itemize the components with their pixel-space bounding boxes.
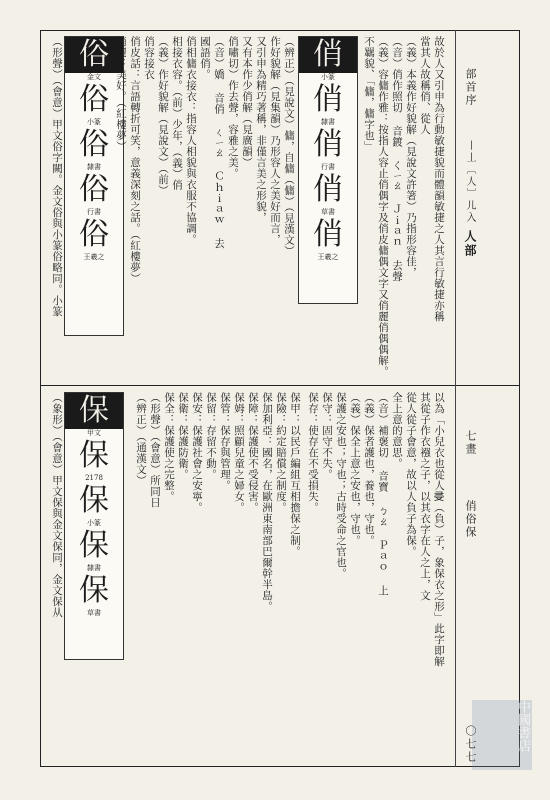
text-column: （形聲）（會意）甲文俗字闕。金文俗與小篆俗略同。小篆 (51, 36, 63, 317)
header-category: 人部 (463, 230, 477, 258)
glyph-header: 保 (65, 393, 123, 429)
text-column: 保留：存留不動。 (205, 392, 217, 480)
text-column: 又引申為精巧著稱，非僅言美之形貌， (255, 36, 267, 223)
text-column: 保守：固守不失。 (321, 392, 333, 480)
text-column: 保存：使存在不受損失。 (307, 392, 319, 513)
text-column: 保甲：以民戶編組互相擔保之制。 (289, 392, 301, 557)
glyph-label: 行書 (87, 208, 101, 216)
glyph-label: 王羲之 (317, 253, 339, 261)
glyph-panel-qiao (298, 36, 358, 304)
text-column: 保衛：保護防衛。 (177, 392, 189, 480)
glyph-header: 俏 (299, 37, 357, 73)
text-column: 又有本作少俏解（見廣韻） (241, 36, 253, 168)
glyph-form: 保 (79, 573, 109, 608)
glyph-form: 保 (79, 438, 109, 473)
text-column: 俏相傭衣接衣：指容人相貌與衣服不協調。 (185, 36, 197, 245)
horizontal-divider (40, 385, 520, 386)
text-column: 以為「小兒衣也從人𠬶（負）子，象保衣之形」此字即解 (433, 392, 445, 667)
text-column: 相接衣容。（前）少年，（義）俏 (171, 36, 183, 191)
glyph-label: 行書 (321, 163, 335, 171)
glyph-form: 俏 (313, 82, 343, 117)
text-column: 俏皮話：言語轉折可笑，意義深刻之話。（紅樓夢） (129, 36, 141, 284)
text-column: 不羈貌、「傭，傭字也」 (363, 36, 375, 152)
glyph-label: 甲文 (87, 429, 101, 437)
text-column: 國語俏。 (199, 36, 211, 80)
header-radical: 丨丄〔人〕儿入 (464, 140, 475, 224)
text-column: （音）俏作照切 音鍍 くㄧㄠ Ｊｉａｎ 去聲 (391, 36, 403, 282)
glyph-label: 金文 (87, 73, 101, 81)
glyph-form: 俗 (79, 172, 109, 207)
text-column: 從人從子會意，故以人負子為保。 (405, 392, 417, 557)
glyph-form: 保 (79, 528, 109, 563)
publisher-watermark: 中國書店 (472, 700, 532, 770)
glyph-label: 小篆 (321, 73, 335, 81)
text-column: （義）容傭作雅：按指人容止俏偶字及俏皮傭偶文字又俏麗俏偶偶解。 (377, 36, 389, 377)
text-column: 俏麗：美好。（紅樓夢） (115, 36, 127, 152)
text-column: （義）保全上意之安也，守也。 (349, 392, 361, 546)
glyph-label: 草書 (321, 208, 335, 216)
text-column: 保護之安也；守也；古時受命之官也。 (335, 392, 347, 579)
text-column: 當其人故稱俏、從人 (419, 36, 431, 135)
glyph-label: 小篆 (87, 519, 101, 527)
glyph-header: 俗 (65, 37, 123, 73)
text-column: 保障：保護使不受侵害。 (247, 392, 259, 513)
glyph-label: 隸書 (87, 163, 101, 171)
glyph-code: 2178 (85, 474, 103, 482)
header-section: 部首序 (464, 68, 477, 107)
glyph-form: 俏 (313, 127, 343, 162)
header-chars: 俏俗保 (464, 500, 477, 539)
text-column: （義）本義作好貌解（見說文許箸）乃指形容佳， (405, 36, 417, 278)
text-column: 保姆：照顧兒童之婦女。 (233, 392, 245, 513)
header-strokes: 七畫 (464, 430, 477, 456)
text-column: 保加利亞：國名，在歐洲東南部巴爾幹半島。 (261, 392, 273, 612)
text-column: （辨正）（通漢文） (135, 392, 147, 486)
text-column: 全上意的意思。 (391, 392, 403, 469)
glyph-label: 小篆 (87, 118, 101, 126)
text-column: 作好貌解（見集韻）乃形容人之美好而言， (269, 36, 281, 245)
glyph-panel-bao (64, 392, 124, 660)
glyph-form: 俏 (313, 172, 343, 207)
text-column: （辨正）（見說文）傭，自傭（傭）（見漢文） (283, 36, 295, 257)
text-column: 俏嘯切）作去聲，容雅之美。 (227, 36, 239, 179)
glyph-form: 俗 (79, 217, 109, 252)
glyph-form: 俗 (79, 127, 109, 162)
text-column: （義）保者護也，養也，守也。 (363, 392, 375, 546)
text-column: 保全：保護使之完整。 (163, 392, 175, 502)
text-column: （音）嬌 音俏 ㄑㄧㄠ Ｃｈｉａｗ 去 (213, 36, 225, 249)
text-column: 俏容接衣 (143, 36, 155, 80)
text-column: （音）補褒切 音寶 ㄅㄠ Ｐａｏ 上 (377, 392, 389, 596)
page-number: 〇七七 (464, 725, 477, 764)
glyph-label: 王羲之 (83, 253, 105, 261)
text-column: 保安：保護社會之安寧。 (191, 392, 203, 513)
glyph-form: 俏 (313, 217, 343, 252)
side-rule (455, 30, 456, 767)
text-column: 保險：約定賠償之制度。 (275, 392, 287, 513)
glyph-form: 保 (79, 483, 109, 518)
text-column: （象形）（會意）甲文保與金文保同，金文保从 (51, 392, 63, 618)
glyph-label: 草書 (87, 609, 101, 617)
glyph-label: 隸書 (87, 564, 101, 572)
text-column: （義）作好貌解（見說文）（前） (157, 36, 169, 196)
text-column: （形聲）（會意）所同日 (149, 392, 161, 508)
text-column: 故於人又引申為行動敏捷貌而體韻敏捷之人其言行敏捷亦稱 (433, 36, 445, 322)
text-column: 保管：保存與管理。 (219, 392, 231, 491)
glyph-label: 隸書 (321, 118, 335, 126)
glyph-form: 俗 (79, 82, 109, 117)
text-column: 其從子作衣襁之子，以其衣字在人之上，文 (419, 392, 431, 601)
